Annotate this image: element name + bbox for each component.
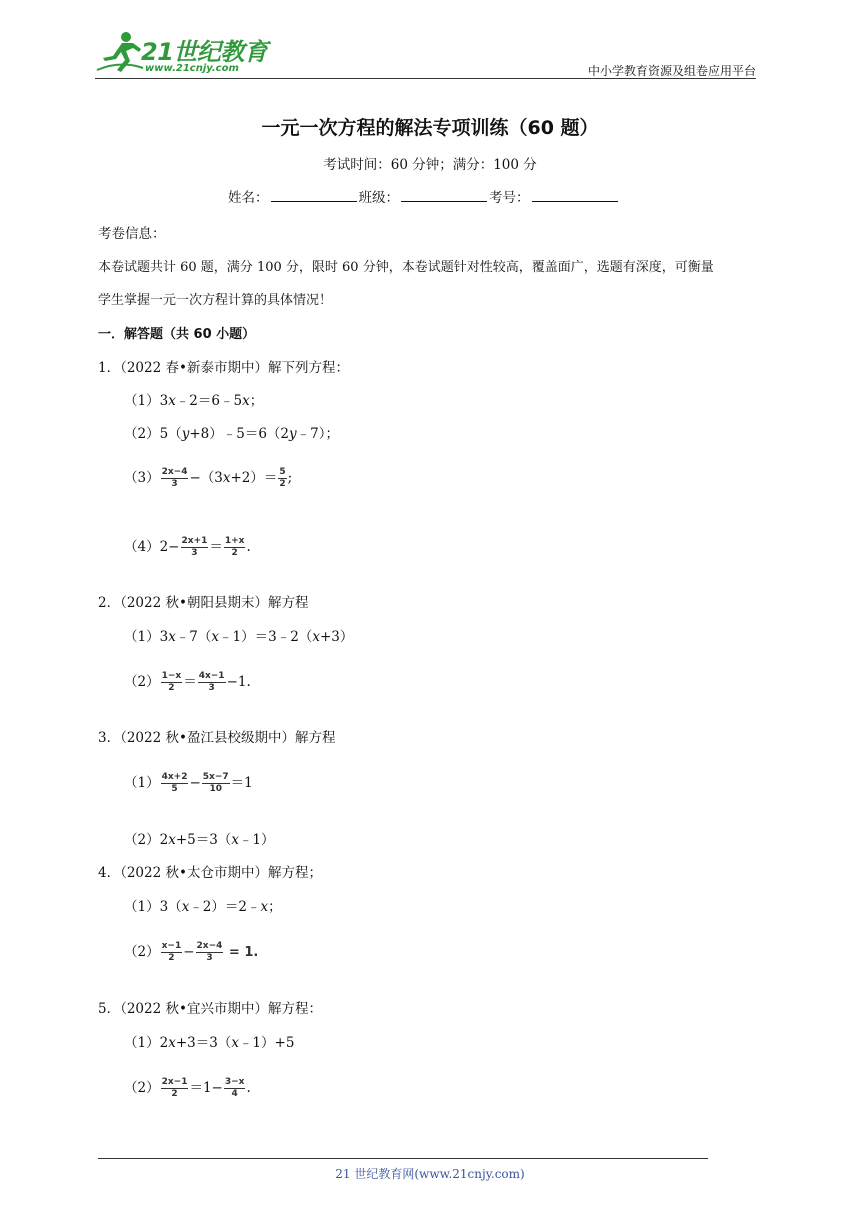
logo	[95, 30, 268, 78]
footer-divider	[98, 1158, 708, 1159]
q5-part-2: （2） $\frac{2x-1}{2}$ ＝1− $\frac{3-x}{4}$ .	[124, 1077, 251, 1099]
logo-url: www.21cnjy.com	[145, 63, 239, 74]
header-divider	[95, 78, 756, 79]
q1-part-4: （4）2− $\frac{2x+1}{3}$ ＝ $\frac{1+x}{2}$ .	[124, 536, 251, 558]
q1-part-1: （1）3x﹣2＝6﹣5x；	[124, 393, 264, 409]
desc-line-1: 本卷试题共计 60 题，满分 100 分，限时 60 分钟，本卷试题针对性较高，覆盖面广，选题有深度，可衡量	[98, 260, 714, 275]
student-fields	[228, 186, 620, 206]
number-blank[interactable]	[532, 189, 618, 202]
runner-logo-icon	[95, 30, 145, 76]
info-heading: 考卷信息：	[98, 226, 166, 242]
name-blank[interactable]	[271, 189, 357, 202]
question-1-stem: 1．（2022 春•新泰市期中）解下列方程：	[98, 360, 349, 376]
number-label: 考号：	[489, 190, 530, 206]
q5-part-1: （1）2x+3＝3（x﹣1）+5	[124, 1035, 295, 1051]
question-5-stem: 5．（2022 秋•宜兴市期中）解方程：	[98, 1001, 322, 1017]
platform-name: 中小学教育资源及组卷应用平台	[587, 64, 756, 78]
q3-part-2: （2）2x+5＝3（x﹣1）	[124, 832, 275, 848]
question-3-stem: 3．（2022 秋•盈江县校级期中）解方程	[98, 730, 336, 746]
q4-part-2: （2） $\frac{x-1}{2}$ − $\frac{2x-4}{3}$ = 1.	[124, 941, 259, 963]
logo-text: 21世纪教育	[141, 38, 268, 66]
q3-part-1: （1） $\frac{4x+2}{5}$ − $\frac{5x-7}{10}$ ＝1	[124, 772, 253, 794]
q1-part-2: （2）5（y+8）﹣5＝6（2y﹣7）；	[124, 426, 339, 442]
q4-part-1: （1）3（x﹣2）＝2﹣x；	[124, 899, 282, 915]
class-blank[interactable]	[401, 189, 487, 202]
footer-text[interactable]: 21 世纪教育网(www.21cnjy.com)	[335, 1167, 525, 1181]
q2-part-2: （2） $\frac{1-x}{2}$ ＝ $\frac{4x-1}{3}$ −1.	[124, 671, 251, 693]
page-title: 一元一次方程的解法专项训练（60 题）	[261, 117, 599, 139]
name-label: 姓名：	[228, 190, 269, 206]
q2-part-1: （1）3x﹣7（x﹣1）＝3﹣2（x+3）	[124, 629, 354, 645]
question-2-stem: 2．（2022 秋•朝阳县期末）解方程	[98, 595, 309, 611]
exam-info: 考试时间：60 分钟；满分：100 分	[323, 157, 537, 173]
section-heading: 一．解答题（共 60 小题）	[98, 327, 256, 342]
class-label: 班级：	[358, 190, 399, 206]
q1-part-3: （3） $\frac{2x-4}{3}$ −（3x+2）＝ $\frac{5}{2}$ ;	[124, 467, 293, 489]
desc-line-2: 学生掌握一元一次方程计算的具体情况！	[98, 293, 333, 308]
question-4-stem: 4．（2022 秋•太仓市期中）解方程；	[98, 865, 322, 881]
